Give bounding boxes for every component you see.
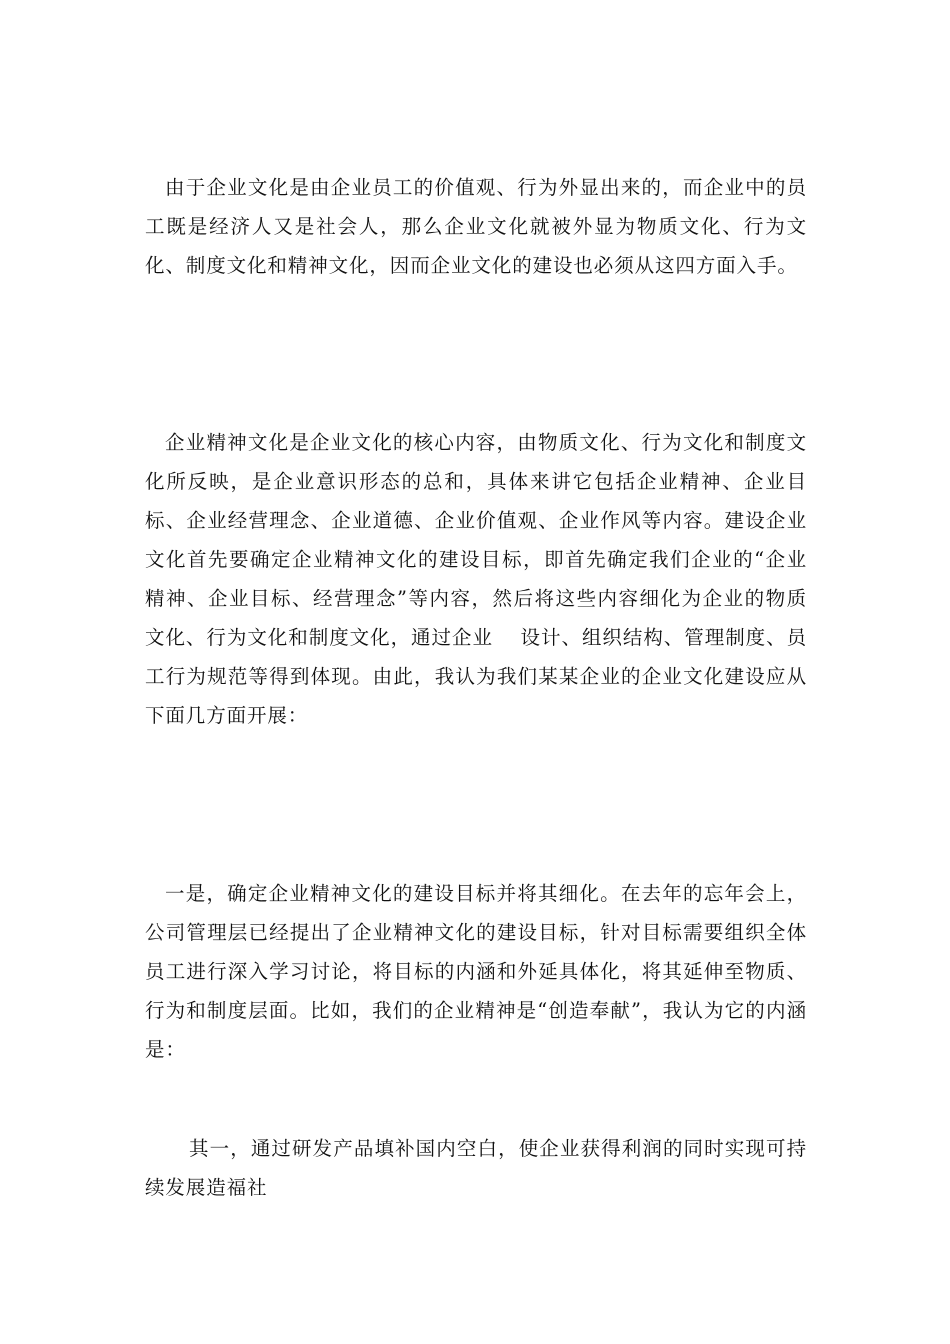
paragraph-sub-point-one: 其一，通过研发产品填补国内空白，使企业获得利润的同时实现可持续发展造福社 xyxy=(145,1137,807,1199)
paragraph-spiritual-culture: 企业精神文化是企业文化的核心内容，由物质文化、行为文化和制度文化所反映，是企业意识形态的总和，具体来讲它包括企业精神、企业目标、企业经营理念、企业道德、企业价值观、企业作风等内容。建设企业文化首先要确定企业精神文化的建设目标，即首先确定我们企业的“企业精神、企业目标、经营理念”等内容，然后将这些内容细化为企业的物质文化、行为文化和制度文化，通过企业 设计、组织结构、管理制度、员工行为规范等得到体现。由此，我认为我们某某企业的企业文化建设应从下面几方面开展： xyxy=(145,431,807,727)
paragraph-point-one: 一是，确定企业精神文化的建设目标并将其细化。在去年的忘年会上，公司管理层已经提出了企业精神文化的建设目标，针对目标需要组织全体员工进行深入学习讨论，将目标的内涵和外延具体化，将其延伸至物质、行为和制度层面。比如，我们的企业精神是“创造奉献”，我认为它的内涵是： xyxy=(145,882,807,1061)
paragraph-culture-four-aspects: 由于企业文化是由企业员工的价值观、行为外显出来的，而企业中的员工既是经济人又是社会人，那么企业文化就被外显为物质文化、行为文化、制度文化和精神文化，因而企业文化的建设也必须从这四方面入手。 xyxy=(145,176,807,277)
